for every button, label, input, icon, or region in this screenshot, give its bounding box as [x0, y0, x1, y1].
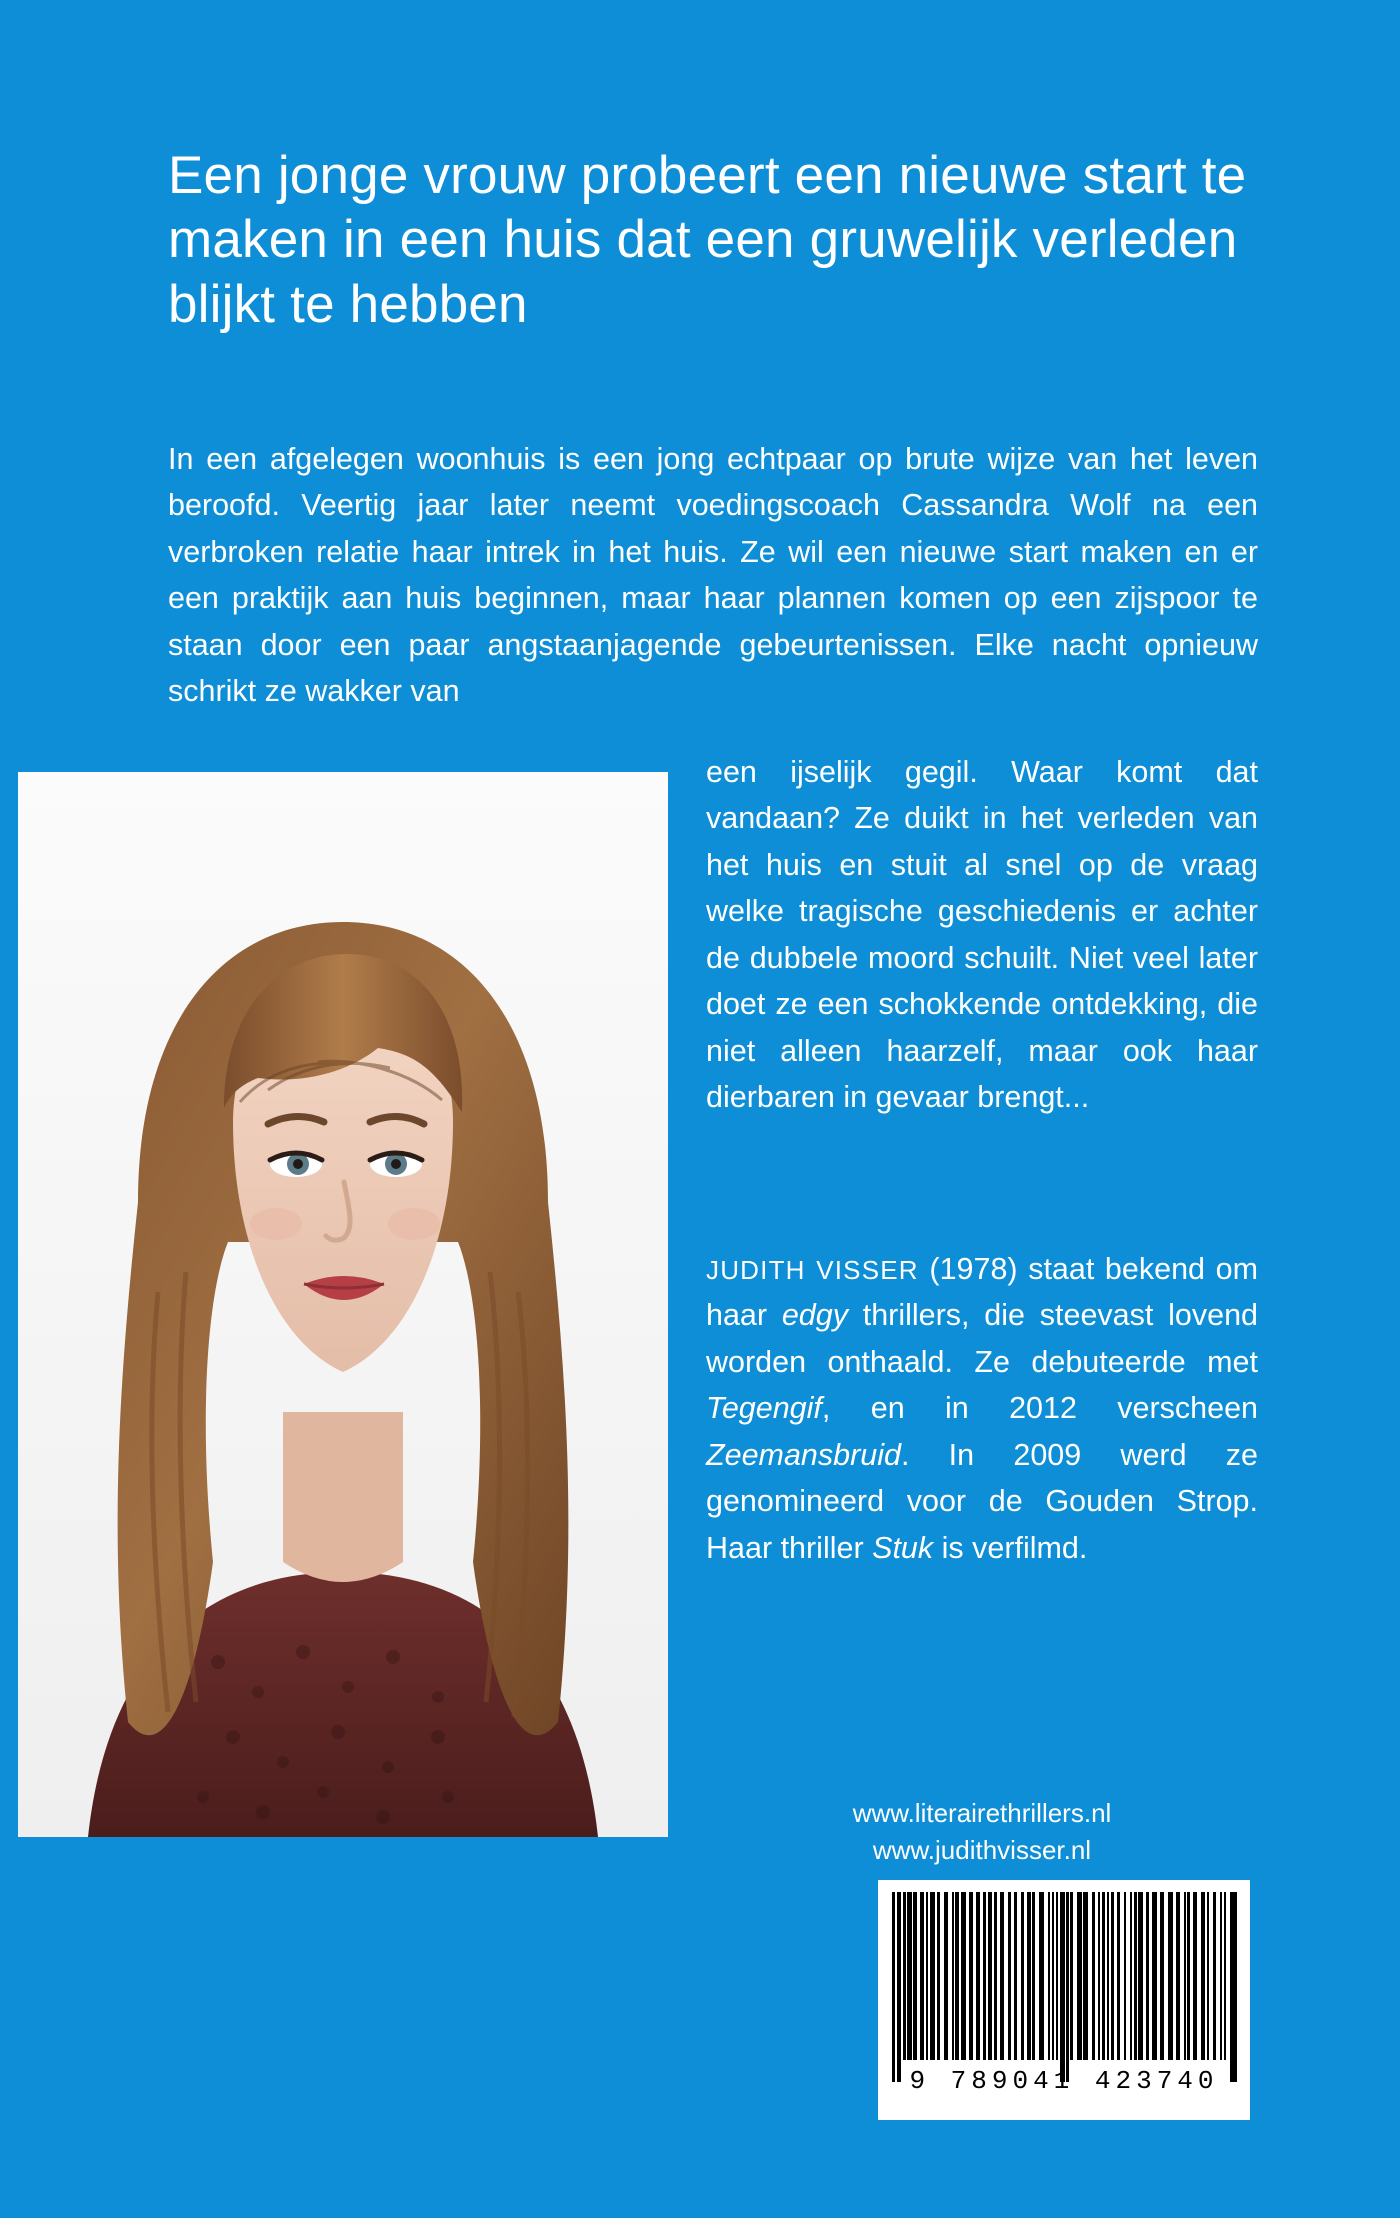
author-name: JUDITH VISSER: [706, 1254, 919, 1285]
bio-italic-3: Zeemansbruid: [706, 1437, 901, 1472]
barcode-bars: [892, 1892, 1236, 2060]
bio-italic-2: Tegengif: [706, 1391, 822, 1425]
link-judithvisser[interactable]: www.judithvisser.nl: [872, 1834, 1092, 1865]
bio-text-1: staat bekend om haar: [706, 1251, 1258, 1332]
page-title: Een jonge vrouw probeert een nieuwe start te maken in een huis dat een gruwelijk verleden blijkt te hebben: [168, 145, 1247, 334]
barcode-digits: 9 789041 423740: [909, 2066, 1219, 2096]
bio-text-5: is verfilmd.: [933, 1530, 1088, 1565]
author-birth-year-value: (1978): [929, 1251, 1018, 1286]
bio-text-3: , en in 2012 verscheen: [821, 1391, 1258, 1425]
author-portrait-illustration: [18, 772, 668, 1837]
bio-text-4: . In 2009 werd ze genomineerd voor de Gouden Strop. Haar thriller: [706, 1437, 1258, 1565]
link-literairethrillers[interactable]: www.literairethrillers.nl: [852, 1798, 1112, 1828]
author-bio: [706, 1246, 1258, 1572]
bio-italic-1: edgy: [781, 1298, 848, 1332]
barcode: [878, 1880, 1250, 2120]
bio-italic-4: Stuk: [872, 1530, 934, 1565]
author-photo: [18, 772, 668, 1837]
website-links: [706, 1795, 1258, 1869]
blurb-paragraph-top: In een afgelegen woonhuis is een jong echtpaar op brute wijze van het leven beroofd. Veertig jaar later neemt voedingscoach Cassandra Wolf na een verbroken relatie haar intrek in het huis. Ze wil een nieuwe start maken en er een praktijk aan huis beginnen, maar haar plannen komen op een zijspoor te staan door een paar angstaanjagende gebeurtenissen. Elke nacht opnieuw schrikt ze wakker van: [168, 441, 1258, 708]
blurb-paragraph-right: een ijselijk gegil. Waar komt dat vandaan? Ze duikt in het verleden van het huis en stuit al snel op de vraag welke tragische geschiedenis er achter de dubbele moord schuilt. Niet veel later doet ze een schokkende ontdekking, die niet alleen haarzelf, maar ook haar dierbaren in gevaar brengt...: [706, 754, 1258, 1114]
bio-text-2: thrillers, die steevast lovend worden onthaald. Ze debuteerde met: [706, 1298, 1258, 1379]
author-birth-year: [919, 1252, 930, 1286]
